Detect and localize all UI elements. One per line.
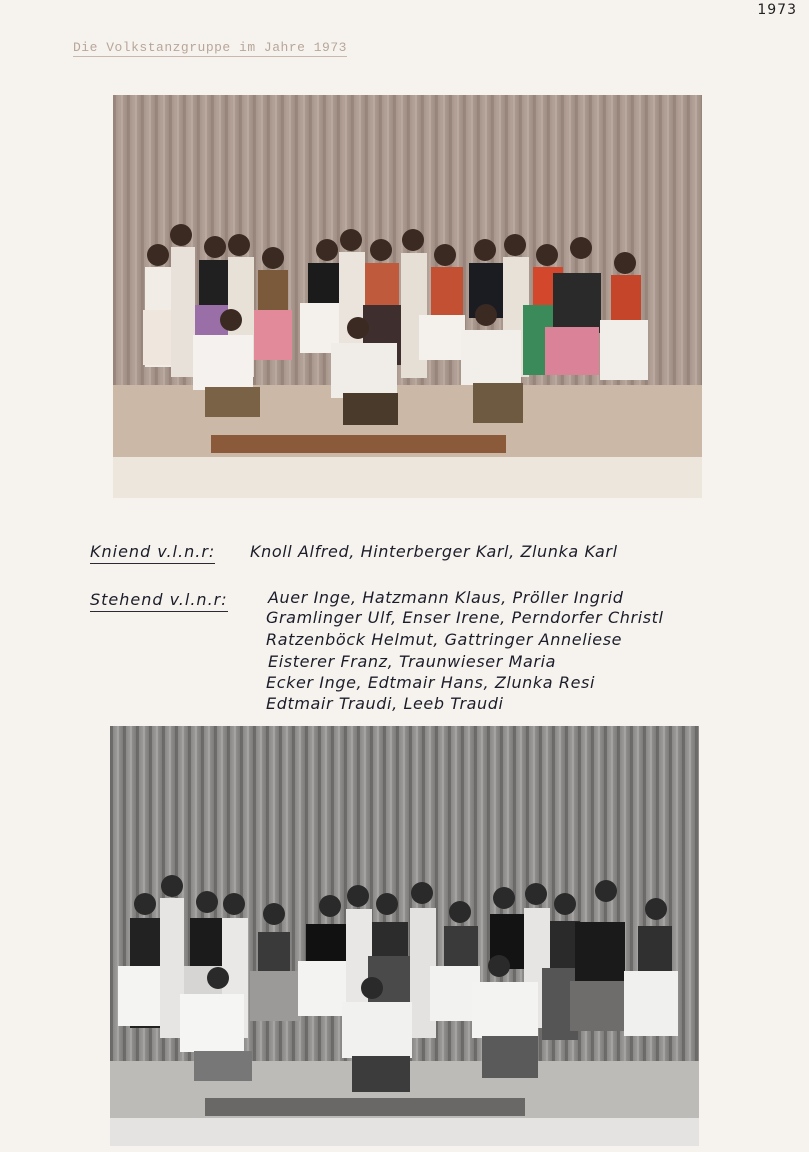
standing-label: Stehend v.l.n.r: bbox=[90, 590, 228, 612]
group-photo-bw-image bbox=[110, 726, 699, 1146]
standing-names-line-3: Ratzenböck Helmut, Gattringer Anneliese bbox=[266, 630, 623, 649]
standing-names-line-6: Edtmair Traudi, Leeb Traudi bbox=[266, 694, 504, 713]
group-photo-color bbox=[113, 95, 702, 498]
standing-names-line-2: Gramlinger Ulf, Enser Irene, Perndorfer Christl bbox=[266, 608, 664, 627]
corner-year-note: 1973 bbox=[757, 2, 797, 18]
group-photo-bw bbox=[110, 726, 699, 1146]
standing-names-line-1: Auer Inge, Hatzmann Klaus, Pröller Ingrid bbox=[268, 588, 624, 607]
page-title: Die Volkstanzgruppe im Jahre 1973 bbox=[73, 40, 347, 55]
standing-names-line-5: Ecker Inge, Edtmair Hans, Zlunka Resi bbox=[266, 673, 596, 692]
kneeling-names: Knoll Alfred, Hinterberger Karl, Zlunka Karl bbox=[250, 542, 618, 561]
kneeling-label: Kniend v.l.n.r: bbox=[90, 542, 215, 564]
group-photo-color-image bbox=[113, 95, 702, 498]
standing-names-line-4: Eisterer Franz, Traunwieser Maria bbox=[268, 652, 557, 671]
